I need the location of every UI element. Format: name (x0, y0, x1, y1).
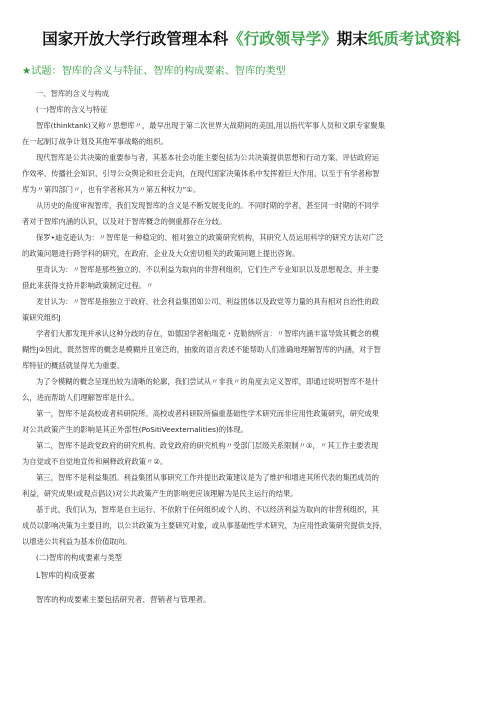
page-title (22, 28, 481, 50)
subheading: L智库的构成要素 (36, 571, 95, 580)
paragraph-line: 现代智库是公共决策的重要参与者，其基本社会功能主要包括为公共决策提供思想和行动方案、评估政府运 (36, 153, 379, 162)
paragraph-line: 借此来获得支持并影响政策制定过程。〃 (22, 281, 154, 290)
star-icon: ★ (22, 66, 32, 77)
paragraph-line: 者对于智库内涵的认识，以及对于智库概念的侧重都存在分歧。 (22, 217, 227, 226)
paragraph-line: 智库(thinktank)又称〃思想库〃，最早出现于第二次世界大战期间的美国,用以指代军事人员和文职专家聚集 (36, 121, 386, 130)
title-part-1: 国家开放大学行政管理本科 (42, 30, 229, 48)
paragraph-line: 保罗•迪克逊认为：〃智库是一种稳定的、相对独立的政策研究机构，其研究人员运用科学的研究方法对广泛 (36, 233, 384, 242)
paragraph-line: 里奇认为：〃智库是那些独立的、不以利益为取向的非营利组织，它们生产专业知识以及思想观念，并主要 (36, 265, 379, 274)
question-heading (22, 65, 481, 79)
paragraph-line: 麦甘认为：〃智库是指独立于政府、社会利益集团如公司、利益团体以及政党等力量的具有相对自治性的政 (36, 297, 379, 306)
paragraph-line: 库为〃第四部门〃，也有学者称其为〃第五种权力”①。 (22, 185, 201, 194)
title-part-3: 期末 (336, 30, 368, 48)
title-part-2: 《行政领导学》 (228, 30, 337, 48)
paragraph-line: 第三，智库不是利益集团。利益集团从事研究工作并提出政策建议是为了维护和增进其所代表的集团成员的 (36, 473, 379, 482)
paragraph-line: 利益，研究成果(或观点倡议)对公共政策产生的影响更应该理解为是民主运行的结果。 (22, 489, 298, 498)
subsection-title: (一)智库的含义与特征 (36, 105, 108, 114)
paragraph-line: 学者们大都发现并承认这种分歧的存在，如德国学者帕瑞克・克勒纳所言：〃智库内涵丰富导致其概念的模 (36, 329, 379, 338)
paragraph-line: 为了令模糊的概念呈现出较为清晰的轮廓，我们尝试从〃非我〃的角度去定义智库，即通过说明智库不是什 (36, 377, 379, 386)
paragraph-line: 对公共政策产生的影响是其正外部性(PoSitiVeexternalities)的体现。 (22, 425, 248, 434)
paragraph-line: 库特征的概括就显得尤为重要。 (22, 361, 125, 370)
question-heading-text: 试题：智库的含义与特征、智库的构成要素、智库的类型 (31, 66, 286, 77)
paragraph-line: 糊性J②因此，既然智库的概念是模糊并且宽泛的，抽象的语言表述不能帮助人们准确地理解智库的内涵，对于智 (22, 345, 381, 354)
paragraph-line: 么，进而帮助人们理解智库是什么。 (22, 393, 139, 402)
paragraph-line: 的政策问题进行跨学科的研究，在政府、企业及大众密切相关的政策问题上提出咨询。 (22, 249, 300, 258)
paragraph-line: 在一起制订战争计划及其他军事战略的组织。 (22, 137, 168, 146)
paragraph-line: 第二，智库不是政党政府的研究机构。政党政府的研究机构〃受部门层级关系限制〃①，〃其工作主要表现 (36, 441, 379, 450)
paragraph-line: 智库的构成要素主要包括研究者、营销者与管理者。 (36, 595, 211, 604)
paragraph-line: 基于此，我们认为，智库是自主运行、不依附于任何组织或个人的、不以经济利益为取向的非营利组织，其 (36, 505, 379, 514)
paragraph-line: 作效率、传播社会知识、引导公众舆论和社会走向，在现代国家决策体系中发挥着巨大作用，以至于有学者称智 (22, 169, 380, 178)
paragraph-line: 策研究组织J (22, 313, 61, 322)
title-part-4: 纸质考试资料 (367, 30, 461, 48)
paragraph-line: 从历史的角度审视智库，我们发现智库的含义是不断发展变化的。不同时期的学者，甚至同一时期的不同学 (36, 201, 379, 210)
paragraph-line: 第一，智库不是高校或者科研院所。高校或者科研院所偏重基础性学术研究而非应用性政策研究，研究成果 (36, 409, 379, 418)
paragraph-line: 以增进公共利益为基本价值取向。 (22, 537, 132, 546)
paragraph-line: 成员以影响决策为主要目的，以公共政策为主要研究对象，或从事基础性学术研究，为应用性政策研究提供支持， (22, 521, 387, 530)
paragraph-line: 为自觉或不自觉地宣传和阐释政府政策〃②。 (22, 457, 168, 466)
subsection-title: (二)智库的构成要素与类型 (36, 553, 122, 562)
section-title: 一、智库的含义与构成 (36, 89, 109, 98)
